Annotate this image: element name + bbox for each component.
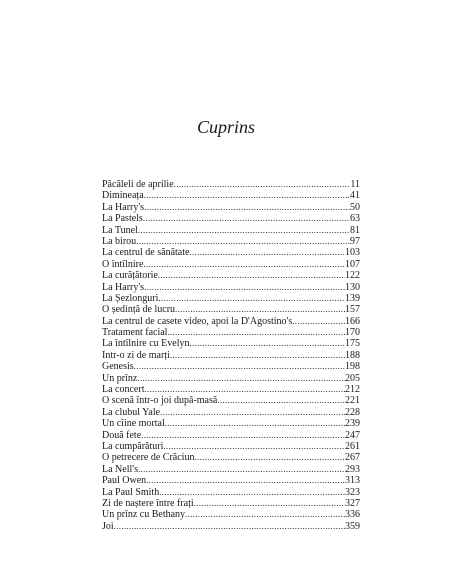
toc-entry [102,213,360,224]
toc-entry [102,270,360,281]
toc-entry-label: La Harry's [102,201,145,213]
toc-entry-page-number: 247 [345,429,360,441]
dot-leader [165,418,345,429]
toc-entry [102,384,360,395]
toc-entry [102,282,360,293]
toc-entry-label: O întîlnire [102,258,144,270]
toc-entry-label: O ședință de lucru [102,304,176,316]
toc-entry [102,361,360,372]
dot-leader [170,350,345,361]
toc-entry [102,464,360,475]
dot-leader [141,430,345,441]
toc-entry-page-number: 63 [350,213,360,225]
toc-entry-page-number: 170 [345,327,360,339]
toc-entry [102,395,360,406]
toc-entry-label: La centrul de casete video, apoi la D'Agostino's [102,315,293,327]
toc-entry [102,236,360,247]
toc-entry [102,418,360,429]
dot-leader [143,259,345,270]
toc-entry-label: Două fete [102,429,142,441]
toc-entry [102,247,360,258]
toc-entry-page-number: 359 [345,520,360,532]
toc-entry [102,225,360,236]
page-title: Cuprins [196,117,256,137]
toc-entry-page-number: 313 [345,475,360,487]
toc-entry-page-number: 97 [350,235,360,247]
toc-entry-label: Într-o zi de marți [102,349,170,361]
toc-entry-label: La întîlnire cu Evelyn [102,338,190,350]
toc-entry-label: Păcăleli de aprilie [102,179,174,190]
toc-entry [102,452,360,463]
dot-leader [158,270,345,281]
dot-leader [175,304,345,315]
toc-entry-page-number: 103 [345,247,360,259]
toc-entry-label: La Pastels [102,213,143,225]
toc-entry-page-number: 212 [345,384,360,396]
toc-entry-page-number: 198 [345,361,360,373]
toc-entry [102,202,360,213]
dot-leader [138,464,345,475]
toc-entry-page-number: 293 [345,463,360,475]
dot-leader [292,316,345,327]
toc-entry [102,509,360,520]
toc-entry-page-number: 336 [345,509,360,521]
table-of-contents [102,179,360,532]
dot-leader [189,247,345,258]
dot-leader [158,293,345,304]
dot-leader [146,475,345,486]
toc-entry-page-number: 267 [345,452,360,464]
toc-entry-label: Un prînz cu Bethany [102,509,186,521]
dot-leader [167,327,345,338]
toc-entry [102,338,360,349]
toc-entry [102,293,360,304]
toc-entry-page-number: 261 [345,440,360,452]
toc-entry-page-number: 175 [345,338,360,350]
toc-entry [102,441,360,452]
toc-entry [102,350,360,361]
toc-entry-page-number: 327 [345,497,360,509]
toc-entry [102,327,360,338]
toc-entry [102,407,360,418]
toc-entry [102,373,360,384]
toc-entry-page-number: 81 [350,224,360,236]
dot-leader [136,236,350,247]
toc-entry-page-number: 41 [350,190,360,202]
toc-entry-label: La Tunel [102,224,138,236]
toc-entry [102,179,360,190]
dot-leader [194,498,345,509]
toc-entry-label: Dimineața [102,190,144,202]
dot-leader [114,521,345,532]
dot-leader [144,202,350,213]
toc-entry [102,190,360,201]
dot-leader [189,338,345,349]
toc-entry-label: Paul Owen [102,475,147,487]
dot-leader [144,384,345,395]
toc-entry-page-number: 323 [345,486,360,498]
dot-leader [185,509,345,520]
toc-entry-label: La cumpărături [102,440,164,452]
toc-entry-label: Un prînz [102,372,138,384]
toc-entry-label: Tratament facial [102,327,168,339]
dot-leader [144,190,350,201]
toc-entry-label: Joi [102,520,114,532]
toc-entry-label: Genesis [102,361,134,373]
toc-entry-label: La Nell's [102,463,138,475]
toc-entry [102,259,360,270]
toc-entry-page-number: 228 [345,406,360,418]
toc-entry [102,304,360,315]
toc-entry [102,521,360,532]
toc-entry-label: La clubul Yale [102,406,161,418]
toc-entry-label: La Șezlonguri [102,292,159,304]
toc-entry-page-number: 122 [345,270,360,282]
toc-entry-label: La Paul Smith [102,486,160,498]
toc-entry-page-number: 157 [345,304,360,316]
dot-leader [144,282,345,293]
toc-entry-page-number: 139 [345,292,360,304]
toc-entry-label: La curățătorie [102,270,158,282]
toc-entry-page-number: 205 [345,372,360,384]
toc-entry-page-number: 107 [345,258,360,270]
dot-leader [159,487,345,498]
dot-leader [160,407,345,418]
toc-entry-page-number: 130 [345,281,360,293]
toc-entry-label: O scenă într-o joi după-masă [102,395,218,407]
toc-entry [102,316,360,327]
dot-leader [194,452,345,463]
toc-entry-label: Zi de naștere între frați [102,497,194,509]
toc-entry [102,498,360,509]
dot-leader [217,395,345,406]
toc-entry-page-number: 239 [345,418,360,430]
toc-entry-label: La centrul de sănătate [102,247,190,259]
dot-leader [163,441,345,452]
toc-entry [102,430,360,441]
toc-entry [102,487,360,498]
toc-entry-page-number: 166 [345,315,360,327]
toc-entry-label: Un cîine mortal [102,418,165,430]
dot-leader [174,179,351,190]
toc-entry-label: La birou [102,235,137,247]
toc-entry-label: La Harry's [102,281,145,293]
toc-entry-label: La concert [102,384,145,396]
dot-leader [138,225,350,236]
toc-entry-page-number: 188 [345,349,360,361]
toc-entry-label: O petrecere de Crăciun [102,452,195,464]
dot-leader [134,361,345,372]
dot-leader [137,373,345,384]
toc-entry-page-number: 50 [350,201,360,213]
toc-entry-page-number: 11 [350,179,360,190]
toc-entry-page-number: 221 [345,395,360,407]
toc-entry [102,475,360,486]
dot-leader [143,213,350,224]
